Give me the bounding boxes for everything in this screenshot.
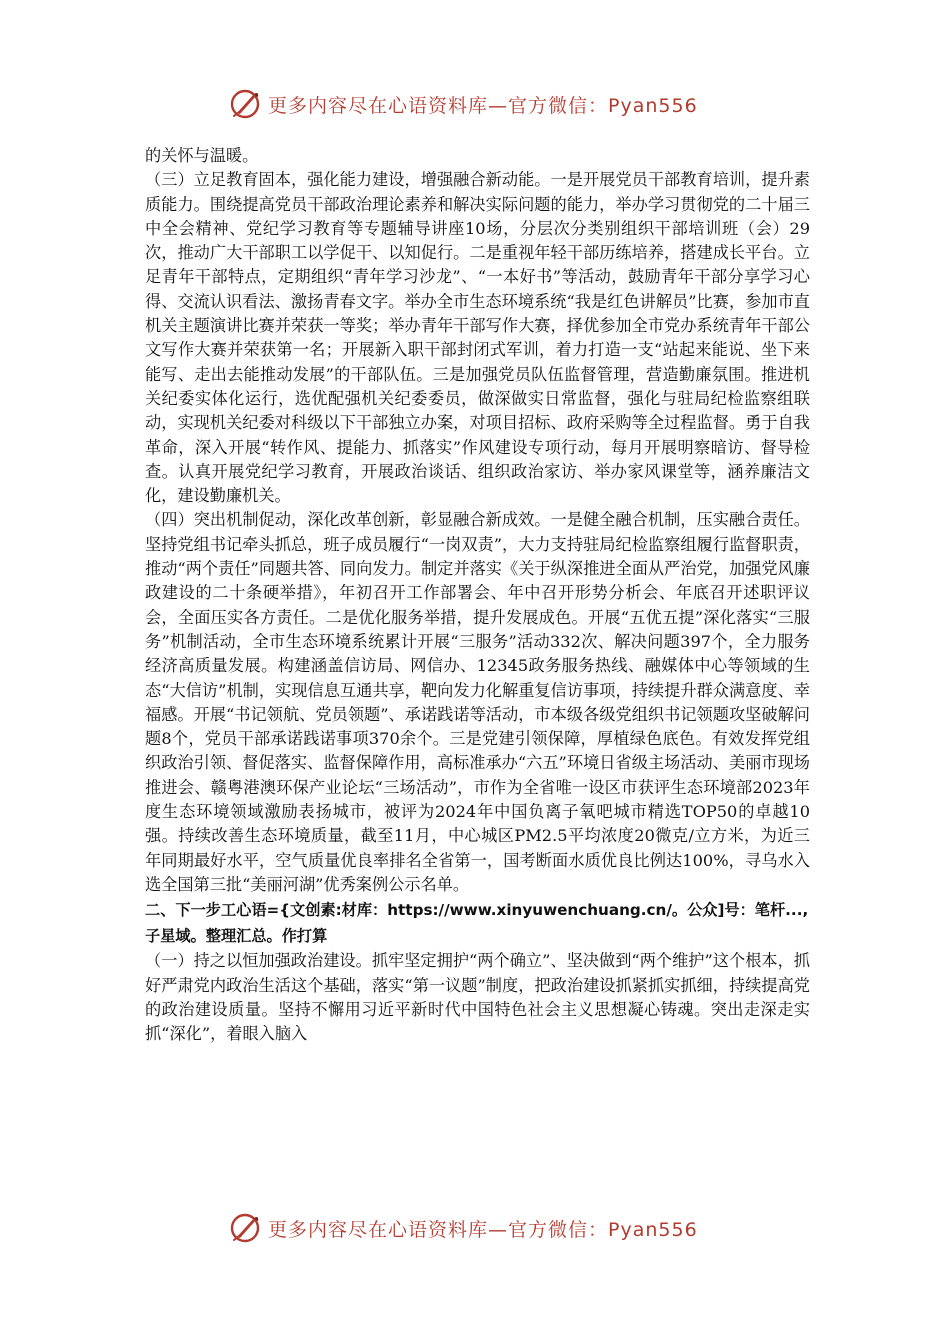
footer-watermark-banner <box>228 1208 748 1248</box>
quill-pen-logo-icon <box>228 87 262 121</box>
paragraph-section-4: （四）突出机制促动，深化改革创新，彰显融合新成效。一是健全融合机制，压实融合责任。坚持党组书记牵头抓总，班子成员履行“一岗双责”，大力支持驻局纪检监察组履行监督职责，推动“两个责任”同题共答、同向发力。制定并落实《关于纵深推进全面从严治党，加强党风廉政建设的二十条硬举措》，年初召开工作部署会、年中召开形势分析会、年底召开述职评议会，全面压实各方责任。二是优化服务举措，提升发展成色。开展“五优五提”深化落实“三服务”机制活动，全市生态环境系统累计开展“三服务”活动332次、解决问题397个，全力服务经济高质量发展。构建涵盖信访局、网信办、12345政务服务热线、融媒体中心等领域的生态“大信访”机制，实现信息互通共享，靶向发力化解重复信访事项，持续提升群众满意度、幸福感。开展“书记领航、党员领题”、承诺践诺等活动，市本级各级党组织书记领题攻坚破解问题8个，党员干部承诺践诺事项370余个。三是党建引领保障，厚植绿色底色。有效发挥党组织政治引领、督促落实、监督保障作用，高标准承办“六五”环境日省级主场活动、美丽市现场推进会、赣粤港澳环保产业论坛“三场活动”，市作为全省唯一设区市获评生态环境部2023年度生态环境领域激励表扬城市，被评为2024年中国负离子氧吧城市精选TOP50的卓越10强。持续改善生态环境质量，截至11月，中心城区PM2.5平均浓度20微克/立方米，为近三年同期最好水平，空气质量优良率排名全省第一，国考断面水质优良比例达100%，寻乌水入选全国第三批“美丽河湖”优秀案例公示名单。 <box>145 510 810 894</box>
paragraph-next-1: （一）持之以恒加强政治建设。抓牢坚定拥护“两个确立”、坚决做到“两个维护”这个根本，抓好严肃党内政治生活这个基础，落实“第一议题”制度，把政治建设抓紧抓实抓细，持续提高党的政治建设质量。坚持不懈用习近平新时代中国特色社会主义思想凝心铸魂。突出走深走实抓“深化”，着眼入脑入 <box>145 951 810 1044</box>
header-watermark-banner <box>228 84 748 124</box>
paragraph-continuation: 的关怀与温暖。 <box>145 146 259 165</box>
document-body <box>145 144 810 1046</box>
watermark-text: 更多内容尽在心语资料库—官方微信：Pyan556 <box>268 1218 698 1241</box>
watermark-text: 更多内容尽在心语资料库—官方微信：Pyan556 <box>268 94 698 117</box>
quill-pen-logo-icon <box>228 1211 262 1245</box>
section-heading-next-steps: 二、下一步工心语={文创素:材库：https://www.xinyuwenchuang.cn/。公众]号：笔杆...,子星域。整理汇总。作打算 <box>145 901 809 946</box>
paragraph-section-3: （三）立足教育固本，强化能力建设，增强融合新动能。一是开展党员干部教育培训，提升素质能力。围绕提高党员干部政治理论素养和解决实际问题的能力，举办学习贯彻党的二十届三中全会精神、党纪学习教育等专题辅导讲座10场，分层次分类别组织干部培训班（会）29次，推动广大干部职工以学促干、以知促行。二是重视年轻干部历练培养，搭建成长平台。立足青年干部特点，定期组织“青年学习沙龙”、“一本好书”等活动，鼓励青年干部分享学习心得、交流认识看法、激扬青春文字。举办全市生态环境系统“我是红色讲解员”比赛，参加市直机关主题演讲比赛并荣获一等奖；举办青年干部写作大赛，择优参加全市党办系统青年干部公文写作大赛并荣获第一名；开展新入职干部封闭式军训，着力打造一支“站起来能说、坐下来能写、走出去能推动发展”的干部队伍。三是加强党员队伍监督管理，营造勤廉氛围。推进机关纪委实体化运行，选优配强机关纪委委员，做深做实日常监督，强化与驻局纪检监察组联动，实现机关纪委对科级以下干部独立办案，对项目招标、政府采购等全过程监督。勇于自我革命，深入开展“转作风、提能力、抓落实”作风建设专项行动，每月开展明察暗访、督导检查。认真开展党纪学习教育，开展政治谈话、组织政治家访、举办家风课堂等，涵养廉洁文化，建设勤廉机关。 <box>145 170 810 506</box>
